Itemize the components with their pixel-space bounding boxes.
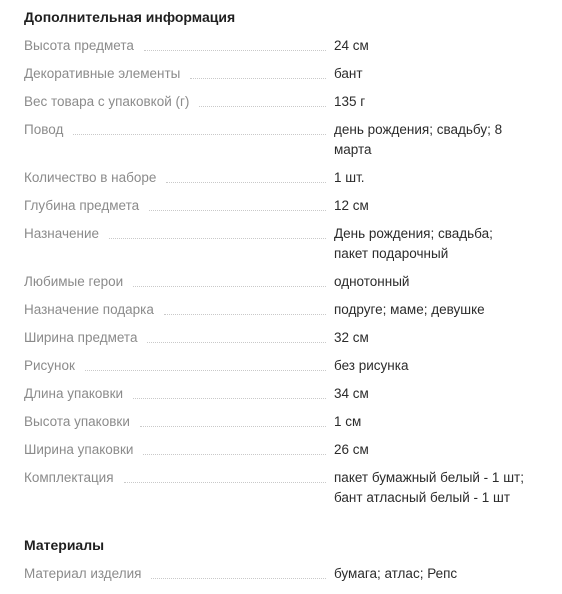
dotted-leader bbox=[140, 426, 326, 427]
section-title: Материалы bbox=[24, 537, 105, 553]
spec-value: 32 см bbox=[334, 330, 369, 345]
dotted-leader bbox=[149, 210, 326, 211]
spec-row-package-height bbox=[24, 412, 554, 432]
spec-value: 34 см bbox=[334, 386, 369, 401]
spec-label: Ширина упаковки bbox=[24, 442, 134, 457]
spec-value: однотонный bbox=[334, 274, 410, 289]
spec-row-contents bbox=[24, 468, 554, 508]
spec-label: Назначение bbox=[24, 226, 100, 241]
spec-row-item-height bbox=[24, 36, 554, 56]
spec-row-weight bbox=[24, 92, 554, 112]
spec-value: подруге; маме; девушке bbox=[334, 302, 485, 317]
spec-row-package-width bbox=[24, 440, 554, 460]
spec-label: Высота предмета bbox=[24, 38, 134, 53]
spec-value: 24 см bbox=[334, 38, 369, 53]
dotted-leader bbox=[124, 482, 326, 483]
spec-row-pattern bbox=[24, 356, 554, 376]
section-additional-info bbox=[24, 7, 554, 508]
spec-label: Комплектация bbox=[24, 470, 114, 485]
spec-label: Материал изделия bbox=[24, 566, 142, 581]
spec-value: бумага; атлас; Репс bbox=[334, 566, 458, 581]
spec-row-package-length bbox=[24, 384, 554, 404]
spec-value: день рождения; свадьбу; 8 марта bbox=[334, 122, 503, 157]
spec-label: Любимые герои bbox=[24, 274, 124, 289]
spec-row-set-count bbox=[24, 168, 554, 188]
dotted-leader bbox=[166, 182, 326, 183]
spec-label: Длина упаковки bbox=[24, 386, 124, 401]
spec-value: День рождения; свадьба; пакет подарочный bbox=[334, 226, 493, 261]
spec-row-item-depth bbox=[24, 196, 554, 216]
spec-row-favorite-heroes bbox=[24, 272, 554, 292]
dotted-leader bbox=[133, 398, 326, 399]
spec-label: Назначение подарка bbox=[24, 302, 154, 317]
spec-label: Рисунок bbox=[24, 358, 75, 373]
spec-label: Повод bbox=[24, 122, 64, 137]
spec-label: Вес товара с упаковкой (г) bbox=[24, 94, 190, 109]
spec-value: бант bbox=[334, 66, 363, 81]
spec-value: пакет бумажный белый - 1 шт; бант атласный белый - 1 шт bbox=[334, 470, 524, 505]
dotted-leader bbox=[73, 134, 326, 135]
spec-row-material bbox=[24, 564, 554, 584]
section-materials bbox=[24, 535, 554, 584]
dotted-leader bbox=[133, 286, 326, 287]
spec-value: 135 г bbox=[334, 94, 366, 109]
spec-row-gift-recipient bbox=[24, 300, 554, 320]
dotted-leader bbox=[144, 50, 326, 51]
section-title: Дополнительная информация bbox=[24, 9, 236, 25]
spec-value: 1 шт. bbox=[334, 170, 365, 185]
spec-value: 1 см bbox=[334, 414, 362, 429]
spec-value: 26 см bbox=[334, 442, 369, 457]
dotted-leader bbox=[143, 454, 326, 455]
dotted-leader bbox=[109, 238, 326, 239]
spec-label: Высота упаковки bbox=[24, 414, 130, 429]
spec-value: 12 см bbox=[334, 198, 369, 213]
spec-label: Ширина предмета bbox=[24, 330, 138, 345]
spec-row-item-width bbox=[24, 328, 554, 348]
dotted-leader bbox=[151, 578, 326, 579]
dotted-leader bbox=[164, 314, 326, 315]
dotted-leader bbox=[147, 342, 326, 343]
spec-label: Декоративные элементы bbox=[24, 66, 181, 81]
spec-row-purpose bbox=[24, 224, 554, 264]
dotted-leader bbox=[190, 78, 326, 79]
spec-row-decor bbox=[24, 64, 554, 84]
spec-value: без рисунка bbox=[334, 358, 409, 373]
spec-row-occasion bbox=[24, 120, 554, 160]
dotted-leader bbox=[199, 106, 326, 107]
spec-label: Глубина предмета bbox=[24, 198, 140, 213]
spec-label: Количество в наборе bbox=[24, 170, 157, 185]
dotted-leader bbox=[85, 370, 326, 371]
